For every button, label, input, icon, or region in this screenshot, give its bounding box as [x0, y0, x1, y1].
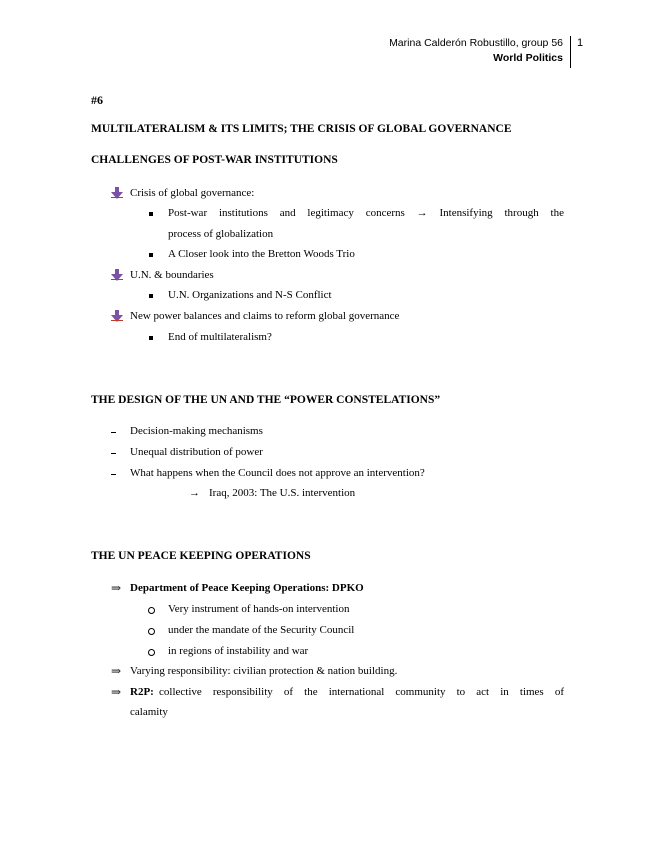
arrow-list-item: Iraq, 2003: The U.S. intervention [209, 487, 356, 499]
document-title: MULTILATERALISM & ITS LIMITS; THE CRISIS OF GLOBAL GOVERNANCE [91, 123, 512, 135]
sub-list-item: in regions of instability and war [168, 645, 309, 657]
header-divider [570, 36, 571, 68]
r2p-label: R2P: [130, 686, 154, 698]
header-course: World Politics [493, 52, 563, 64]
page-header [389, 36, 563, 66]
sub-list-item: Very instrument of hands-on intervention [168, 603, 350, 615]
circle-bullet-icon [148, 649, 155, 656]
double-arrow-bullet-icon: ⇒ [111, 581, 122, 595]
sub-list-item: U.N. Organizations and N-S Conflict [168, 289, 332, 301]
down-arrow-bullet-icon [111, 187, 123, 199]
list-item: What happens when the Council does not approve an intervention? [130, 467, 425, 479]
square-bullet-icon [149, 294, 153, 298]
sub-list-item: Post-war institutions and legitimacy concerns → Intensifying through the [168, 207, 564, 219]
section-heading-un-design: THE DESIGN OF THE UN AND THE “POWER CONSTELATIONS” [91, 394, 441, 406]
square-bullet-icon [149, 336, 153, 340]
down-arrow-bullet-icon [111, 310, 123, 322]
double-arrow-bullet-icon: ⇒ [111, 685, 122, 699]
list-item: collective responsibility of the international community to act in times of [159, 686, 564, 698]
document-number: #6 [91, 93, 103, 107]
header-author: Marina Calderón Robustillo, group 56 [389, 37, 563, 49]
right-arrow-icon: → [189, 487, 200, 499]
sub-list-item: End of multilateralism? [168, 331, 272, 343]
square-bullet-icon [149, 253, 153, 257]
section-heading-peacekeeping: THE UN PEACE KEEPING OPERATIONS [91, 550, 311, 562]
list-item: New power balances and claims to reform global governance [130, 310, 400, 322]
section-heading-challenges: CHALLENGES OF POST-WAR INSTITUTIONS [91, 154, 338, 166]
dash-bullet-icon [111, 432, 116, 433]
sub-list-item-continued: process of globalization [168, 228, 274, 240]
page-number: 1 [577, 37, 584, 49]
down-arrow-bullet-icon [111, 269, 123, 281]
square-bullet-icon [149, 212, 153, 216]
sub-list-item: A Closer look into the Bretton Woods Trio [168, 248, 355, 260]
list-item-continued: calamity [130, 706, 168, 718]
list-item: Varying responsibility: civilian protection & nation building. [130, 665, 398, 677]
list-item: Unequal distribution of power [130, 446, 263, 458]
list-item: Decision-making mechanisms [130, 425, 263, 437]
sub-list-item: under the mandate of the Security Council [168, 624, 355, 636]
list-item: Department of Peace Keeping Operations: DPKO [130, 582, 364, 594]
double-arrow-bullet-icon: ⇒ [111, 664, 122, 678]
list-item: U.N. & boundaries [130, 269, 214, 281]
dash-bullet-icon [111, 453, 116, 454]
circle-bullet-icon [148, 628, 155, 635]
dash-bullet-icon [111, 474, 116, 475]
circle-bullet-icon [148, 607, 155, 614]
list-item: Crisis of global governance: [130, 187, 255, 199]
